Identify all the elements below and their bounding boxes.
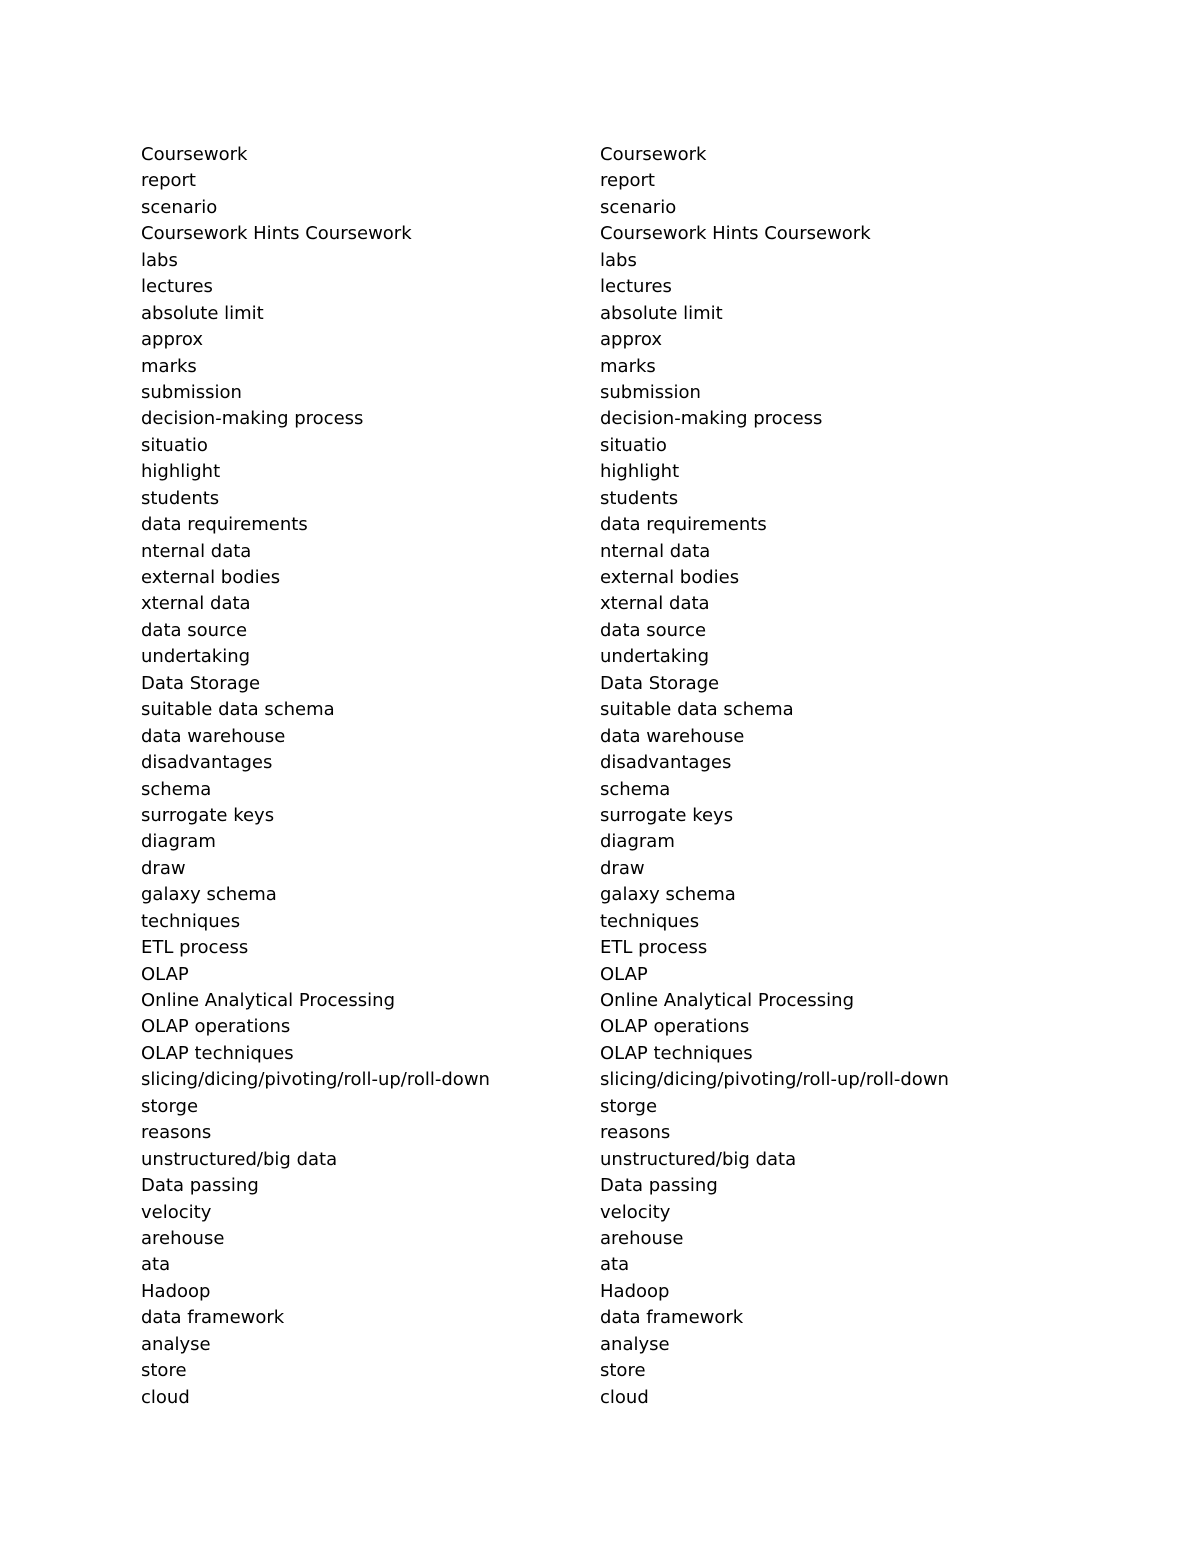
keyword-item: data warehouse	[600, 725, 745, 747]
keyword-item: Coursework	[141, 144, 248, 165]
keyword-item: report	[600, 170, 655, 192]
keyword-item: storge	[141, 1095, 199, 1117]
keyword-item: OLAP operations	[141, 1016, 291, 1038]
keyword-item: OLAP techniques	[600, 1042, 753, 1064]
keyword-item: approx	[600, 329, 662, 351]
keyword-item: analyse	[600, 1333, 670, 1355]
keyword-item: marks	[600, 355, 656, 377]
keyword-item: students	[141, 487, 220, 509]
keyword-item: decision-making process	[141, 408, 364, 430]
keyword-item: diagram	[141, 831, 216, 853]
keyword-item: unstructured/big data	[600, 1148, 797, 1170]
keyword-item: nternal data	[141, 540, 252, 562]
keyword-list-right	[600, 142, 949, 1411]
keyword-list-left	[141, 142, 490, 1411]
keyword-item: highlight	[141, 461, 221, 483]
keyword-item: data framework	[141, 1307, 285, 1329]
keyword-item: scenario	[600, 196, 677, 218]
keyword-item: unstructured/big data	[141, 1148, 338, 1170]
keyword-item: draw	[600, 857, 645, 879]
keyword-item: data framework	[600, 1307, 744, 1329]
keyword-item: Data passing	[600, 1175, 718, 1197]
keyword-item: techniques	[600, 910, 700, 932]
keyword-item: cloud	[600, 1386, 649, 1408]
keyword-item: draw	[141, 857, 186, 879]
keyword-item: approx	[141, 329, 203, 351]
keyword-item: undertaking	[141, 646, 251, 668]
keyword-item: lectures	[141, 276, 213, 298]
keyword-item: velocity	[600, 1201, 671, 1223]
keyword-item: cloud	[141, 1386, 190, 1408]
keyword-item: external bodies	[600, 567, 740, 588]
keyword-item: report	[141, 170, 196, 192]
keyword-item: OLAP techniques	[141, 1042, 294, 1064]
keyword-item: scenario	[141, 196, 218, 218]
keyword-item: Coursework	[600, 144, 707, 165]
keyword-item: galaxy schema	[600, 884, 736, 906]
keyword-item: lectures	[600, 276, 672, 298]
keyword-item: disadvantages	[141, 752, 273, 774]
keyword-item: absolute limit	[141, 302, 264, 324]
keyword-item: storge	[600, 1095, 658, 1117]
keyword-item: absolute limit	[600, 302, 723, 324]
keyword-item: ETL process	[600, 937, 708, 959]
keyword-item: OLAP operations	[600, 1016, 750, 1038]
keyword-item: external bodies	[141, 567, 281, 588]
keyword-item: ETL process	[141, 937, 249, 959]
keyword-item: labs	[141, 249, 178, 271]
keyword-item: highlight	[600, 461, 680, 483]
keyword-item: surrogate keys	[141, 804, 275, 826]
keyword-item: store	[141, 1360, 187, 1382]
keyword-item: labs	[600, 249, 637, 271]
keyword-item: data requirements	[141, 514, 308, 536]
keyword-item: data warehouse	[141, 725, 286, 747]
keyword-item: students	[600, 487, 679, 509]
keyword-item: techniques	[141, 910, 241, 932]
keyword-item: Hadoop	[600, 1280, 670, 1302]
keyword-item: Data passing	[141, 1175, 259, 1197]
keyword-item: ata	[600, 1254, 630, 1276]
keyword-item: marks	[141, 355, 197, 377]
keyword-item: ata	[141, 1254, 171, 1276]
keyword-item: slicing/dicing/pivoting/roll-up/roll-down	[600, 1069, 949, 1091]
keyword-item: analyse	[141, 1333, 211, 1355]
keyword-item: reasons	[141, 1122, 212, 1144]
keyword-item: store	[600, 1360, 646, 1382]
keyword-item: schema	[141, 778, 212, 800]
keyword-item: Online Analytical Processing	[600, 990, 855, 1011]
keyword-item: suitable data schema	[141, 699, 335, 721]
keyword-item: arehouse	[141, 1227, 225, 1249]
keyword-item: situatio	[600, 434, 667, 456]
keyword-item: OLAP	[141, 963, 189, 985]
keyword-item: data source	[141, 619, 248, 641]
keyword-item: data source	[600, 619, 707, 641]
keyword-item: suitable data schema	[600, 699, 794, 721]
keyword-item: Hadoop	[141, 1280, 211, 1302]
keyword-item: data requirements	[600, 514, 767, 536]
keyword-item: decision-making process	[600, 408, 823, 430]
keyword-item: galaxy schema	[141, 884, 277, 906]
keyword-item: undertaking	[600, 646, 710, 668]
keyword-item: situatio	[141, 434, 208, 456]
keyword-item: arehouse	[600, 1227, 684, 1249]
keyword-item: diagram	[600, 831, 675, 853]
keyword-item: schema	[600, 778, 671, 800]
keyword-item: Coursework Hints Coursework	[600, 223, 871, 245]
keyword-item: submission	[141, 381, 242, 403]
keyword-item: disadvantages	[600, 752, 732, 774]
keyword-item: slicing/dicing/pivoting/roll-up/roll-down	[141, 1069, 490, 1091]
keyword-item: Online Analytical Processing	[141, 990, 396, 1011]
keyword-item: Data Storage	[600, 672, 720, 694]
keyword-item: Data Storage	[141, 672, 261, 694]
keyword-item: velocity	[141, 1201, 212, 1223]
keyword-item: nternal data	[600, 540, 711, 562]
keyword-item: reasons	[600, 1122, 671, 1144]
keyword-item: xternal data	[141, 593, 251, 615]
keyword-item: submission	[600, 381, 701, 403]
keyword-item: surrogate keys	[600, 804, 734, 826]
keyword-item: xternal data	[600, 593, 710, 615]
keyword-item: OLAP	[600, 963, 648, 985]
keyword-item: Coursework Hints Coursework	[141, 223, 412, 245]
